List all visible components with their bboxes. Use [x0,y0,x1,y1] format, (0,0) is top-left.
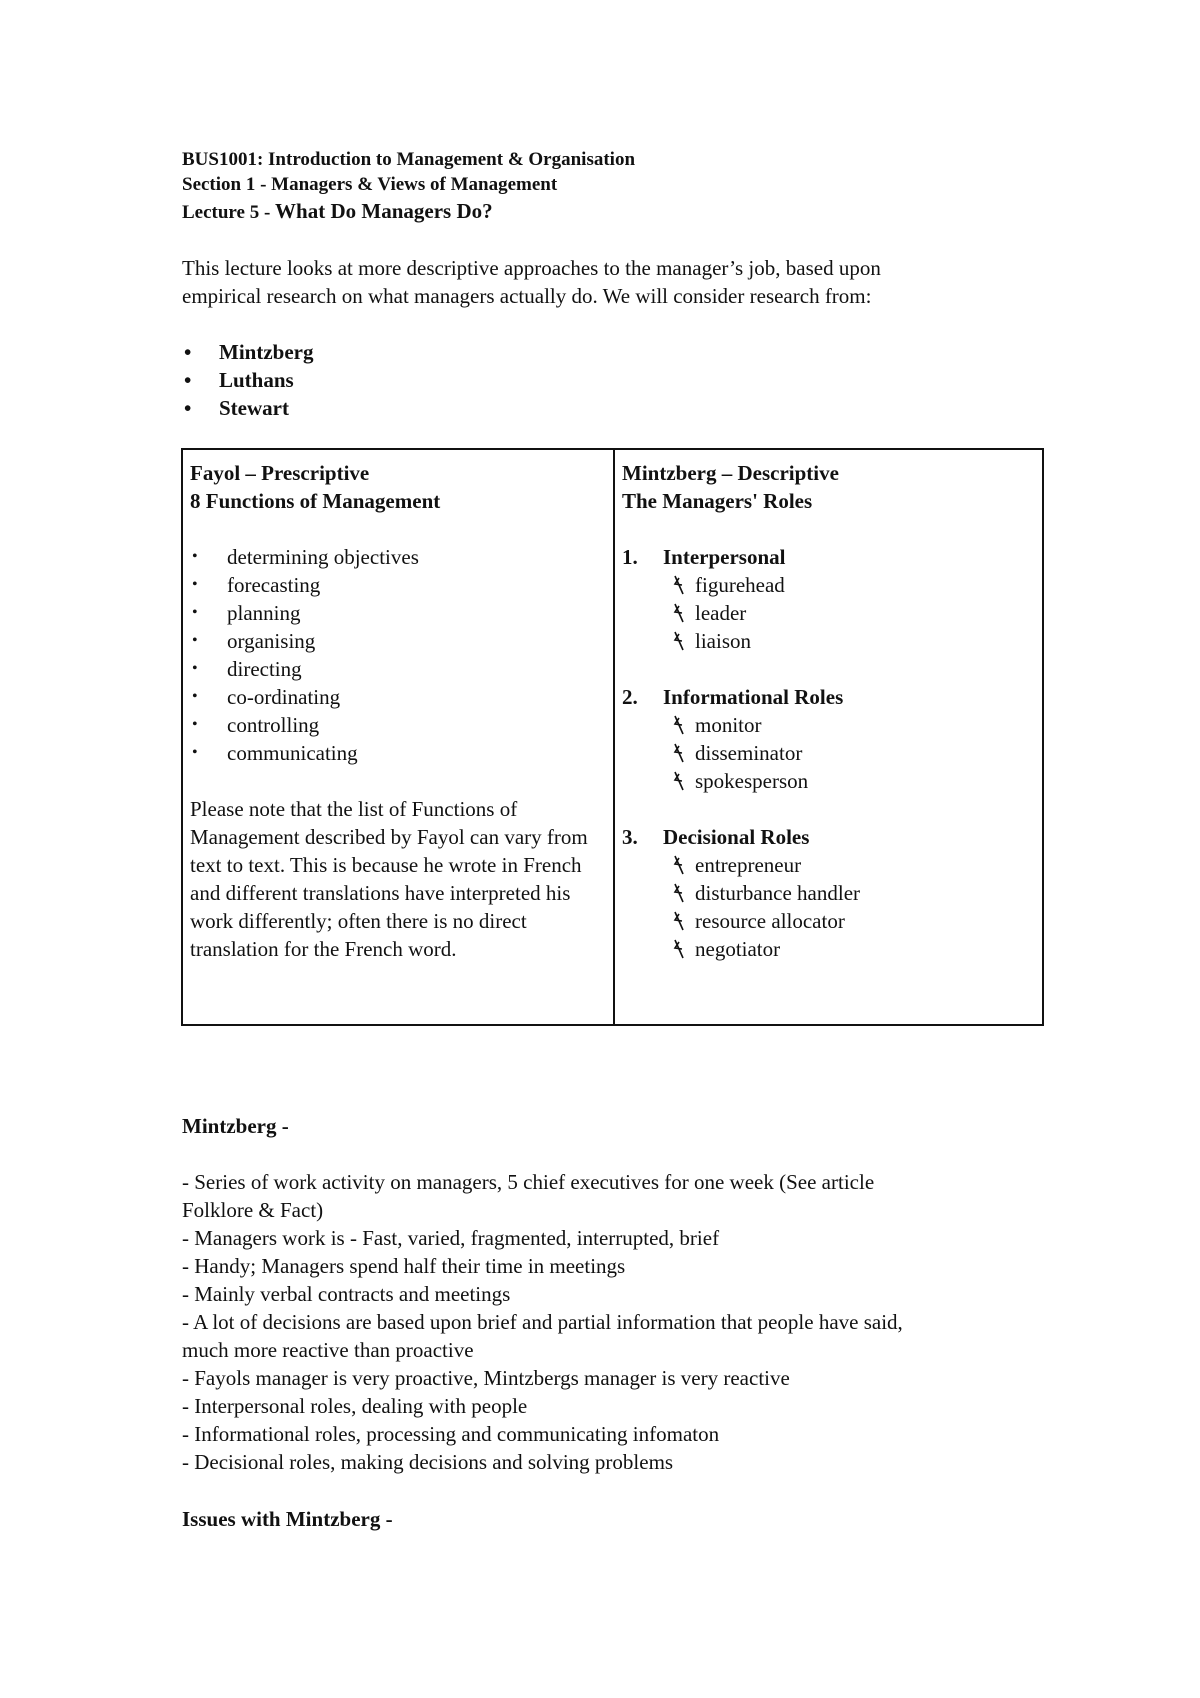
arrow-bullet-icon [672,939,686,959]
role-group-heading [622,683,1035,711]
role-item [622,851,1035,879]
role-item [622,711,1035,739]
intro-line-2: empirical research on what managers actually do. We will consider research from: [182,284,872,308]
function-item: • planning [190,599,606,627]
role-group-heading [622,823,1035,851]
role-item [622,599,1035,627]
function-item: • directing [190,655,606,683]
mintzberg-column [615,450,1042,1024]
functions-list [190,543,606,767]
arrow-bullet-icon [672,911,686,931]
note-line: - Fayols manager is very proactive, Mintzbergs manager is very reactive [182,1366,790,1390]
role-item [622,935,1035,963]
fayol-column [183,450,615,1024]
arrow-bullet-icon [672,603,686,623]
role-group-number: 3. [622,825,638,849]
comparison-table [181,448,1044,1026]
function-item: • controlling [190,711,606,739]
role-item [622,767,1035,795]
lecture-prefix: Lecture 5 - [182,202,276,223]
lecture-name: What Do Managers Do? [275,199,493,223]
fayol-note: Please note that the list of Functions of Management described by Fayol can vary from text to text. This is because he wrote in French and different translations have interpreted his work differently; often there is no direct translation for the French word. [190,797,588,961]
role-label: figurehead [695,573,785,597]
role-group-number: 2. [622,685,638,709]
mintzberg-notes [182,1168,903,1476]
role-label: monitor [695,713,762,737]
note-line: - Interpersonal roles, dealing with people [182,1394,528,1418]
arrow-bullet-icon [672,883,686,903]
researcher-item: • Stewart [182,394,313,422]
role-label: spokesperson [695,769,809,793]
note-line: Folklore & Fact) [182,1198,324,1222]
note-line: much more reactive than proactive [182,1338,474,1362]
researcher-item: • Mintzberg [182,338,313,366]
role-item [622,739,1035,767]
role-item [622,571,1035,599]
mintzberg-heading: Mintzberg - [182,1114,289,1138]
role-label: negotiator [695,937,781,961]
role-group-name: Decisional Roles [663,825,810,849]
section-title: Section 1 - Managers & Views of Management [182,174,558,195]
role-label: resource allocator [695,909,845,933]
role-item [622,907,1035,935]
arrow-bullet-icon [672,575,686,595]
fayol-title: Fayol – Prescriptive [190,461,370,485]
note-line: - Mainly verbal contracts and meetings [182,1282,511,1306]
role-label: disturbance handler [695,881,861,905]
note-line: - Decisional roles, making decisions and solving problems [182,1450,674,1474]
lecture-title [182,198,493,226]
function-item: • organising [190,627,606,655]
role-group-name: Informational Roles [663,685,844,709]
note-line: - A lot of decisions are based upon brief and partial information that people have said, [182,1310,903,1334]
role-group-number: 1. [622,545,638,569]
note-line: - Informational roles, processing and communicating infomaton [182,1422,720,1446]
arrow-bullet-icon [672,715,686,735]
function-item: • co-ordinating [190,683,606,711]
role-label: entrepreneur [695,853,802,877]
function-item: • communicating [190,739,606,767]
arrow-bullet-icon [672,855,686,875]
intro-line-1: This lecture looks at more descriptive approaches to the manager’s job, based upon [182,256,881,280]
role-label: leader [695,601,747,625]
arrow-bullet-icon [672,743,686,763]
arrow-bullet-icon [672,771,686,791]
role-list [622,851,1035,963]
mintzberg-subtitle: The Managers' Roles [622,489,813,513]
issues-heading: Issues with Mintzberg - [182,1507,393,1531]
researcher-item: • Luthans [182,366,313,394]
role-label: liaison [695,629,751,653]
role-list [622,711,1035,795]
note-line: - Managers work is - Fast, varied, fragmented, interrupted, brief [182,1226,720,1250]
mintzberg-title: Mintzberg – Descriptive [622,461,839,485]
note-line: - Series of work activity on managers, 5 chief executives for one week (See article [182,1170,875,1194]
role-group-name: Interpersonal [663,545,786,569]
role-item [622,627,1035,655]
course-title: BUS1001: Introduction to Management & Organisation [182,149,636,170]
function-item: • determining objectives [190,543,606,571]
role-group-heading [622,543,1035,571]
role-label: disseminator [695,741,803,765]
note-line: - Handy; Managers spend half their time in meetings [182,1254,626,1278]
arrow-bullet-icon [672,631,686,651]
role-list [622,571,1035,655]
fayol-subtitle: 8 Functions of Management [190,489,441,513]
researcher-list [182,338,313,422]
role-item [622,879,1035,907]
function-item: • forecasting [190,571,606,599]
